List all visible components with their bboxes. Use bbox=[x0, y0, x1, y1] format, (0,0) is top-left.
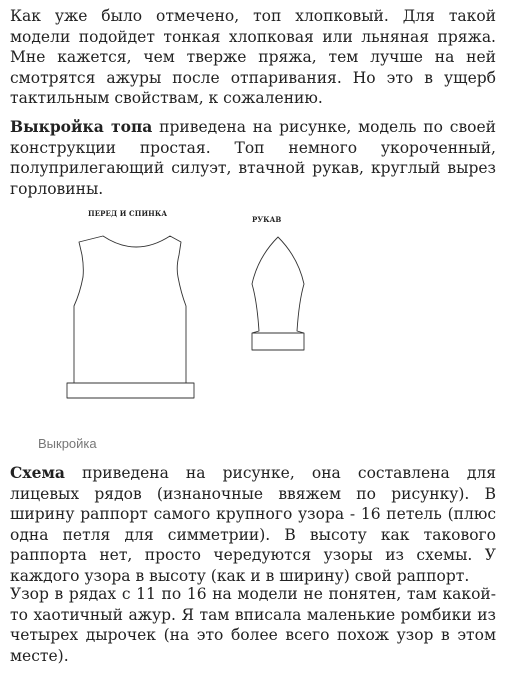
paragraph-chart-text: приведена на рисунке, она составлена для лицевых рядов (изнаночные ввяжем по рисунку). В ширину раппорт самого крупного узора - 16 петель (плюс одна петля для симметрии). В высоту как такового раппорта нет, просто чередуются узоры из схемы. У каждого узора в высоту (как и в ширину) свой раппорт. bbox=[10, 464, 496, 585]
front-back-outline bbox=[67, 236, 194, 398]
label-front-back: ПЕРЕД И СПИНКА bbox=[88, 209, 168, 218]
paragraph-yarn: Как уже было отмечено, топ хлопковый. Для такой модели подойдет тонкая хлопковая или льняная пряжа. Мне кажется, чем тверже пряжа, тем лучше на ней смотрятся ажуры после отпаривания. Но это в ущерб тактильным свойствам, к сожалению. bbox=[10, 7, 496, 107]
label-sleeve: РУКАВ bbox=[252, 215, 282, 224]
paragraph-pattern-text: приведена на рисунке, модель по своей конструкции простая. Топ немного укороченный, полуприлегающий силуэт, втачной рукав, круглый вырез горловины. bbox=[10, 118, 497, 198]
bold-term-chart: Схема bbox=[10, 463, 65, 482]
bold-term-pattern: Выкройка топа bbox=[10, 117, 153, 136]
figure-caption: Выкройка bbox=[38, 436, 97, 451]
sewing-pattern-figure bbox=[40, 205, 380, 420]
paragraph-chart bbox=[10, 463, 496, 586]
paragraph-pattern-intro bbox=[10, 117, 496, 199]
paragraph-rows-note: Узор в рядах с 11 по 16 на модели не понятен, там какой-то хаотичный ажур. Я там вписала маленькие ромбики из четырех дырочек (на это более всего похож узор в этом месте). bbox=[10, 585, 496, 665]
sewing-pattern-drawing bbox=[40, 205, 380, 420]
